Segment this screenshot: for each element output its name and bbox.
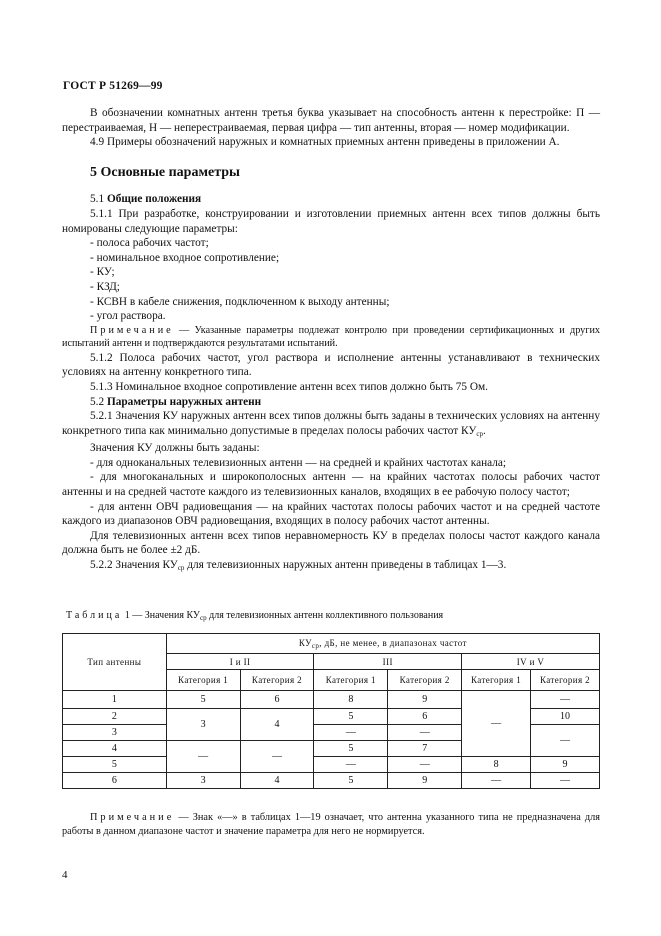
band-header: III [314, 654, 462, 670]
table-cell: 8 [462, 757, 531, 773]
table-cell: — [462, 691, 531, 757]
table-cell: 10 [531, 709, 600, 725]
col-type-header: Тип антенны [63, 634, 167, 691]
document-header: ГОСТ Р 51269—99 [63, 80, 163, 92]
category-header: Категория 1 [314, 670, 388, 691]
category-header: Категория 2 [388, 670, 462, 691]
cell-type: 3 [63, 725, 167, 741]
table-cell: 6 [388, 709, 462, 725]
paragraph-5-1-3: 5.1.3 Номинальное входное сопротивление антенн всех типов должно быть 75 Ом. [90, 380, 488, 393]
table-cell: — [388, 725, 462, 741]
table-cell: — [166, 741, 240, 773]
band-header: I и II [166, 654, 314, 670]
table-cell: 9 [388, 773, 462, 789]
table-cell: 9 [388, 691, 462, 709]
list-item: - КЗД; [90, 280, 120, 293]
table-cell: 4 [240, 709, 314, 741]
table-cell: 8 [314, 691, 388, 709]
table-cell: 5 [314, 773, 388, 789]
cell-type: 5 [63, 757, 167, 773]
paragraph-ku-given: Значения КУ должны быть заданы: [90, 442, 260, 455]
category-header: Категория 2 [531, 670, 600, 691]
table-cell: 5 [314, 709, 388, 725]
cell-type: 4 [63, 741, 167, 757]
cell-type: 1 [63, 691, 167, 709]
table-cell: 3 [166, 709, 240, 741]
category-header: Категория 1 [462, 670, 531, 691]
table-row [63, 773, 600, 789]
subsection-5-1: 5.1 Общие положения [90, 193, 202, 206]
list-item: - КСВН в кабеле снижения, подключенном к выходу антенны; [90, 295, 390, 308]
table-row [63, 757, 600, 773]
list-item: - для многоканальных и широкополосных антенн — на крайних частотах полосы рабочих частот антенны и на средней частоте каждого из телевизионных каналов, входящих в ее рабочую полосу частот; [62, 471, 600, 499]
list-item: - для антенн ОВЧ радиовещания — на крайних частотах полосы рабочих частот и на средней частоте каждого из диапазонов ОВЧ радиовещания, входящих в полосу рабочих частот антенны. [62, 500, 600, 528]
list-item: - КУ; [90, 266, 115, 279]
table-cell: 4 [240, 773, 314, 789]
paragraph-designation: В обозначении комнатных антенн третья буква указывает на способность антенн к перестройке: П — перестраиваемая, Н — неперестраиваемая, первая цифра — тип антенны, вторая — номер модификации. [62, 107, 600, 134]
table-cell: — [531, 773, 600, 789]
table-cell: — [531, 725, 600, 757]
top-header: $КУ_{ср}$, дБ, не менее, в диапазонах частот [166, 634, 599, 654]
subsection-5-2: 5.2 Параметры наружных антенн [90, 395, 262, 408]
paragraph-unevenness: Для телевизионных антенн всех типов неравномерность КУ в пределах полосы частот каждого канала должна быть не более ±2 дБ. [62, 529, 600, 557]
table-cell: — [314, 757, 388, 773]
band-header: IV и V [462, 654, 600, 670]
list-item: - угол раствора. [90, 310, 166, 323]
table-cell: 5 [314, 741, 388, 757]
paragraph-5-2-1: 5.2.1 Значения КУ наружных антенн всех типов должны быть заданы в технических условиях на антенну конкретного типа как минимально допустимые в пределах полосы рабочих частот $КУ_{ср}$. [62, 410, 600, 438]
table-cell: — [240, 741, 314, 773]
list-item: - номинальное входное сопротивление; [90, 251, 280, 264]
table-cell: 3 [166, 773, 240, 789]
paragraph-5-2-2: 5.2.2 Значения $КУ_{ср}$ для телевизионных наружных антенн приведены в таблицах 1—3. [90, 559, 507, 573]
table-cell: 9 [531, 757, 600, 773]
list-item: - полоса рабочих частот; [90, 237, 209, 250]
table-cell: — [388, 757, 462, 773]
page-number: 4 [62, 869, 68, 881]
table-cell: 6 [240, 691, 314, 709]
paragraph-4-9: 4.9 Примеры обозначений наружных и комнатных приемных антенн приведены в приложении А. [90, 136, 560, 149]
table-cell: 5 [166, 691, 240, 709]
cell-type: 2 [63, 709, 167, 725]
table-caption: Таблица 1 — Значения $КУ_{ср}$ для телевизионных антенн коллективного пользования [66, 610, 444, 622]
section-title: 5 Основные параметры [90, 164, 240, 180]
paragraph-5-1-1: 5.1.1 При разработке, конструировании и изготовлении приемных антенн всех типов должны быть номированы следующие параметры: [62, 207, 600, 235]
table-cell: — [531, 691, 600, 709]
cell-type: 6 [63, 773, 167, 789]
paragraph-5-1-2: 5.1.2 Полоса рабочих частот, угол раствора и исполнение антенны устанавливают в технических условиях на антенну конкретного типа. [62, 351, 600, 379]
document-body [62, 106, 600, 576]
list-item: - для одноканальных телевизионных антенн — на средней и крайних частотах канала; [90, 456, 507, 469]
note-params: Примечание — Указанные параметры подлежат контролю при проведении сертификационных и других испытаний антенн и подтверждаются результатами испытаний. [62, 324, 600, 350]
table-cell: — [314, 725, 388, 741]
gain-table [62, 633, 600, 789]
table-cell: — [462, 773, 531, 789]
category-header: Категория 1 [166, 670, 240, 691]
footnote: Примечание — Знак «—» в таблицах 1—19 означает, что антенна указанного типа не предназначена для работы в данном диапазоне частот и значение параметра для него не нормируется. [62, 812, 600, 838]
table-row [63, 691, 600, 709]
category-header: Категория 2 [240, 670, 314, 691]
table-cell: 7 [388, 741, 462, 757]
